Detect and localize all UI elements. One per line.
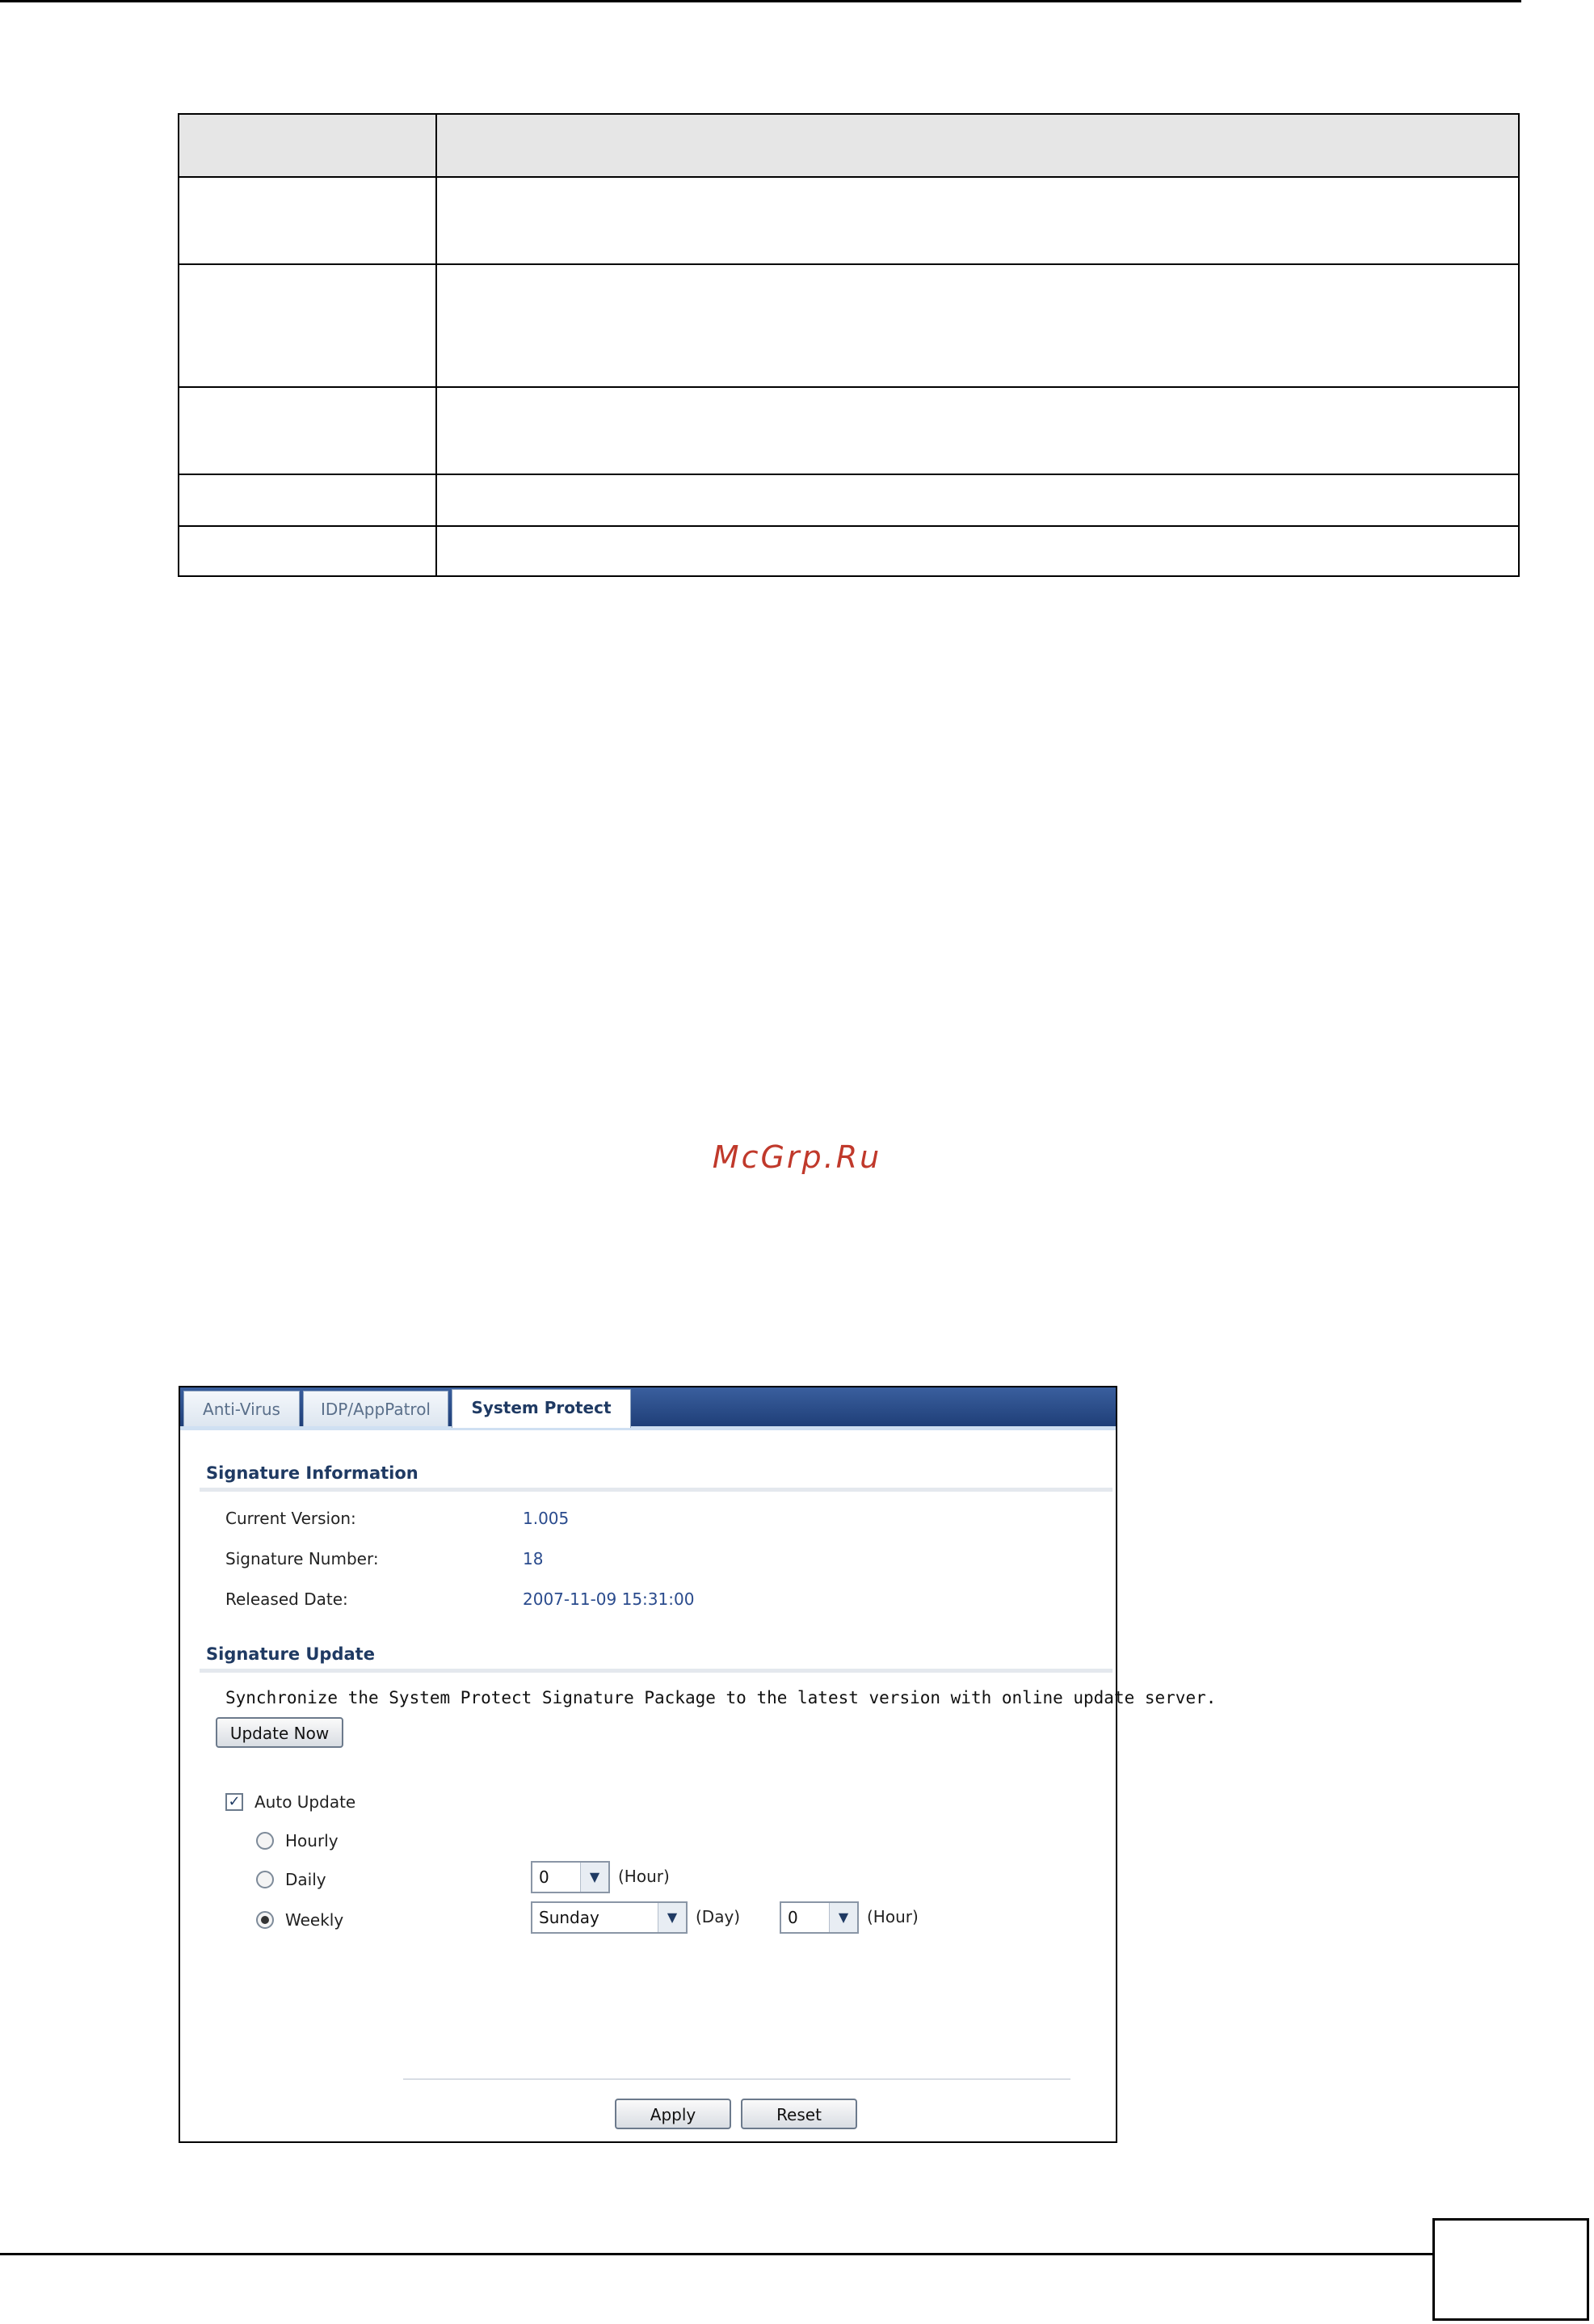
weekly-radio[interactable] (256, 1911, 274, 1929)
table-row (179, 525, 1518, 575)
released-date-value: 2007-11-09 15:31:00 (523, 1589, 695, 1609)
auto-update-checkbox[interactable]: ✓ (225, 1793, 243, 1811)
reset-button[interactable]: Reset (741, 2099, 857, 2129)
header-rule (0, 0, 1521, 2)
watermark: McGrp.Ru (712, 1139, 882, 1175)
reference-table (178, 113, 1520, 577)
weekly-label: Weekly (285, 1910, 344, 1930)
chevron-down-icon: ▼ (580, 1863, 608, 1892)
table-row (179, 386, 1518, 474)
weekly-day-select[interactable] (531, 1901, 688, 1934)
weekly-hour-value: 0 (788, 1908, 798, 1927)
daily-radio[interactable] (256, 1871, 274, 1888)
weekly-hour-unit: (Hour) (867, 1907, 919, 1926)
daily-hour-value: 0 (539, 1867, 549, 1887)
footer-divider (403, 2078, 1070, 2080)
hourly-radio[interactable] (256, 1832, 274, 1850)
page-number-box (1432, 2218, 1589, 2321)
sync-description: Synchronize the System Protect Signature Package to the latest version with online update server. (225, 1688, 1217, 1707)
hourly-label: Hourly (285, 1831, 339, 1850)
table-row (179, 474, 1518, 525)
auto-update-label: Auto Update (254, 1792, 356, 1812)
tab-anti-virus[interactable]: Anti-Virus (183, 1391, 300, 1426)
released-date-label: Released Date: (225, 1589, 348, 1609)
weekly-day-unit: (Day) (696, 1907, 741, 1926)
signature-number-label: Signature Number: (225, 1549, 379, 1568)
current-version-label: Current Version: (225, 1509, 356, 1528)
daily-label: Daily (285, 1870, 326, 1889)
section-divider (200, 1669, 1112, 1673)
signature-information-title: Signature Information (206, 1463, 418, 1483)
system-protect-panel (179, 1386, 1217, 2143)
daily-hour-select[interactable] (531, 1861, 610, 1893)
current-version-value: 1.005 (523, 1509, 570, 1528)
footer-rule (0, 2253, 1432, 2255)
chevron-down-icon: ▼ (658, 1903, 686, 1932)
table-header-row (179, 115, 1518, 176)
signature-update-title: Signature Update (206, 1644, 375, 1664)
apply-button[interactable]: Apply (615, 2099, 731, 2129)
weekly-hour-select[interactable] (780, 1901, 859, 1934)
chevron-down-icon: ▼ (829, 1903, 857, 1932)
update-now-button[interactable]: Update Now (216, 1717, 343, 1748)
weekly-day-value: Sunday (539, 1908, 599, 1927)
daily-hour-unit: (Hour) (618, 1867, 670, 1886)
tab-idp-appatrol[interactable]: IDP/AppPatrol (303, 1391, 448, 1426)
tab-system-protect[interactable]: System Protect (452, 1389, 631, 1428)
section-divider (200, 1488, 1112, 1492)
table-row (179, 263, 1518, 386)
table-row (179, 176, 1518, 263)
column-divider (435, 115, 437, 575)
signature-number-value: 18 (523, 1549, 544, 1568)
